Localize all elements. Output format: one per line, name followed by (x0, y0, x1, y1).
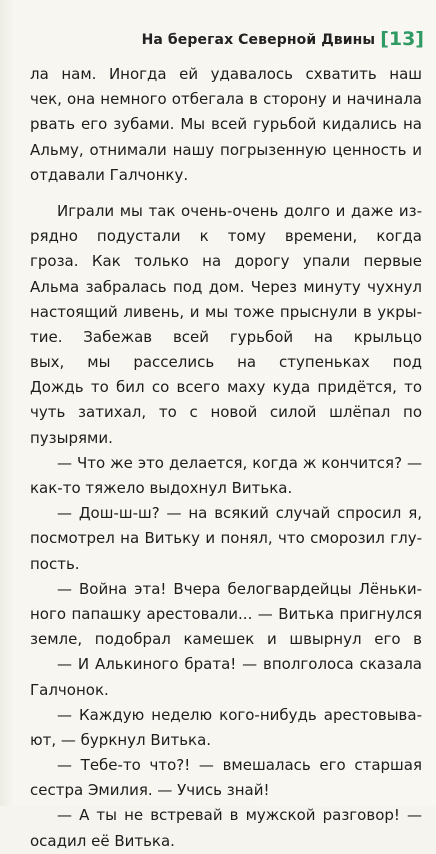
text-line: посмотрел на Витьку и понял, что сморозил глу- (30, 529, 422, 548)
text-line: Дождь то бил со всего маху куда придётся, то (30, 378, 422, 397)
text-line: чуть затихал, то с новой силой шлёпал по (30, 403, 422, 422)
text-line: отдавали Галчонку. (30, 165, 189, 184)
text-line: сестра Эмилия. — Учись знай! (30, 781, 270, 800)
text-line: — Тебе-то что?! — вмешалась его старшая (57, 756, 422, 775)
text-line: — Каждую неделю кого-нибудь арестовыва- (57, 705, 422, 724)
text-line: настоящий ливень, и мы тоже прыснули в укры- (30, 302, 422, 321)
text-line: Альму, отнимали нашу погрызенную ценность и (30, 140, 422, 159)
body-text (30, 62, 422, 854)
text-line: пузырями. (30, 428, 113, 447)
page-header (142, 30, 424, 49)
text-line: земле, подобрал камешек и швырнул его в (30, 630, 422, 649)
text-line: вых, мы расселись на ступеньках под (30, 353, 422, 372)
text-line: — А ты не встревай в мужской разговор! — (57, 806, 422, 825)
text-line: тие. Забежав всей гурьбой на крыльцо (30, 327, 422, 346)
text-line: рядно подустали к тому времени, когда (30, 227, 422, 246)
text-line: как-то тяжело выдохнул Витька. (30, 479, 293, 497)
text-line: — И Алькиного брата! — вполголоса сказала (57, 655, 422, 674)
text-line: чек, она немного отбегала в сторону и начинала (30, 90, 422, 109)
text-line: ют, — буркнул Витька. (30, 730, 212, 749)
text-line: Галчонок. (30, 680, 109, 699)
text-line: пость. (30, 554, 80, 573)
running-title: На берегах Северной Двины (141, 31, 376, 48)
text-line: — Что же это делается, когда ж кончится? — (57, 453, 422, 472)
text-line: Играли мы так очень-очень долго и даже из- (57, 201, 422, 220)
text-line: ного папашку арестовали... — Витька пригнулся (30, 604, 422, 623)
text-line: осадил её Витька. (30, 831, 175, 850)
text-line: — Дош-ш-ш? — на всякий случай спросил я, (57, 504, 422, 523)
text-line: ла нам. Иногда ей удавалось схватить наш (30, 65, 422, 83)
text-line: — Война эта! Вчера белогвардейцы Лёньки- (57, 579, 422, 598)
text-line: гроза. Как только на дорогу упали первые (30, 252, 422, 271)
text-line: рвать его зубами. Мы всей гурьбой кидались на (30, 115, 422, 134)
text-line: Альма забралась под дом. Через минуту чухнул (30, 277, 422, 296)
page-number: [13] (380, 28, 424, 50)
